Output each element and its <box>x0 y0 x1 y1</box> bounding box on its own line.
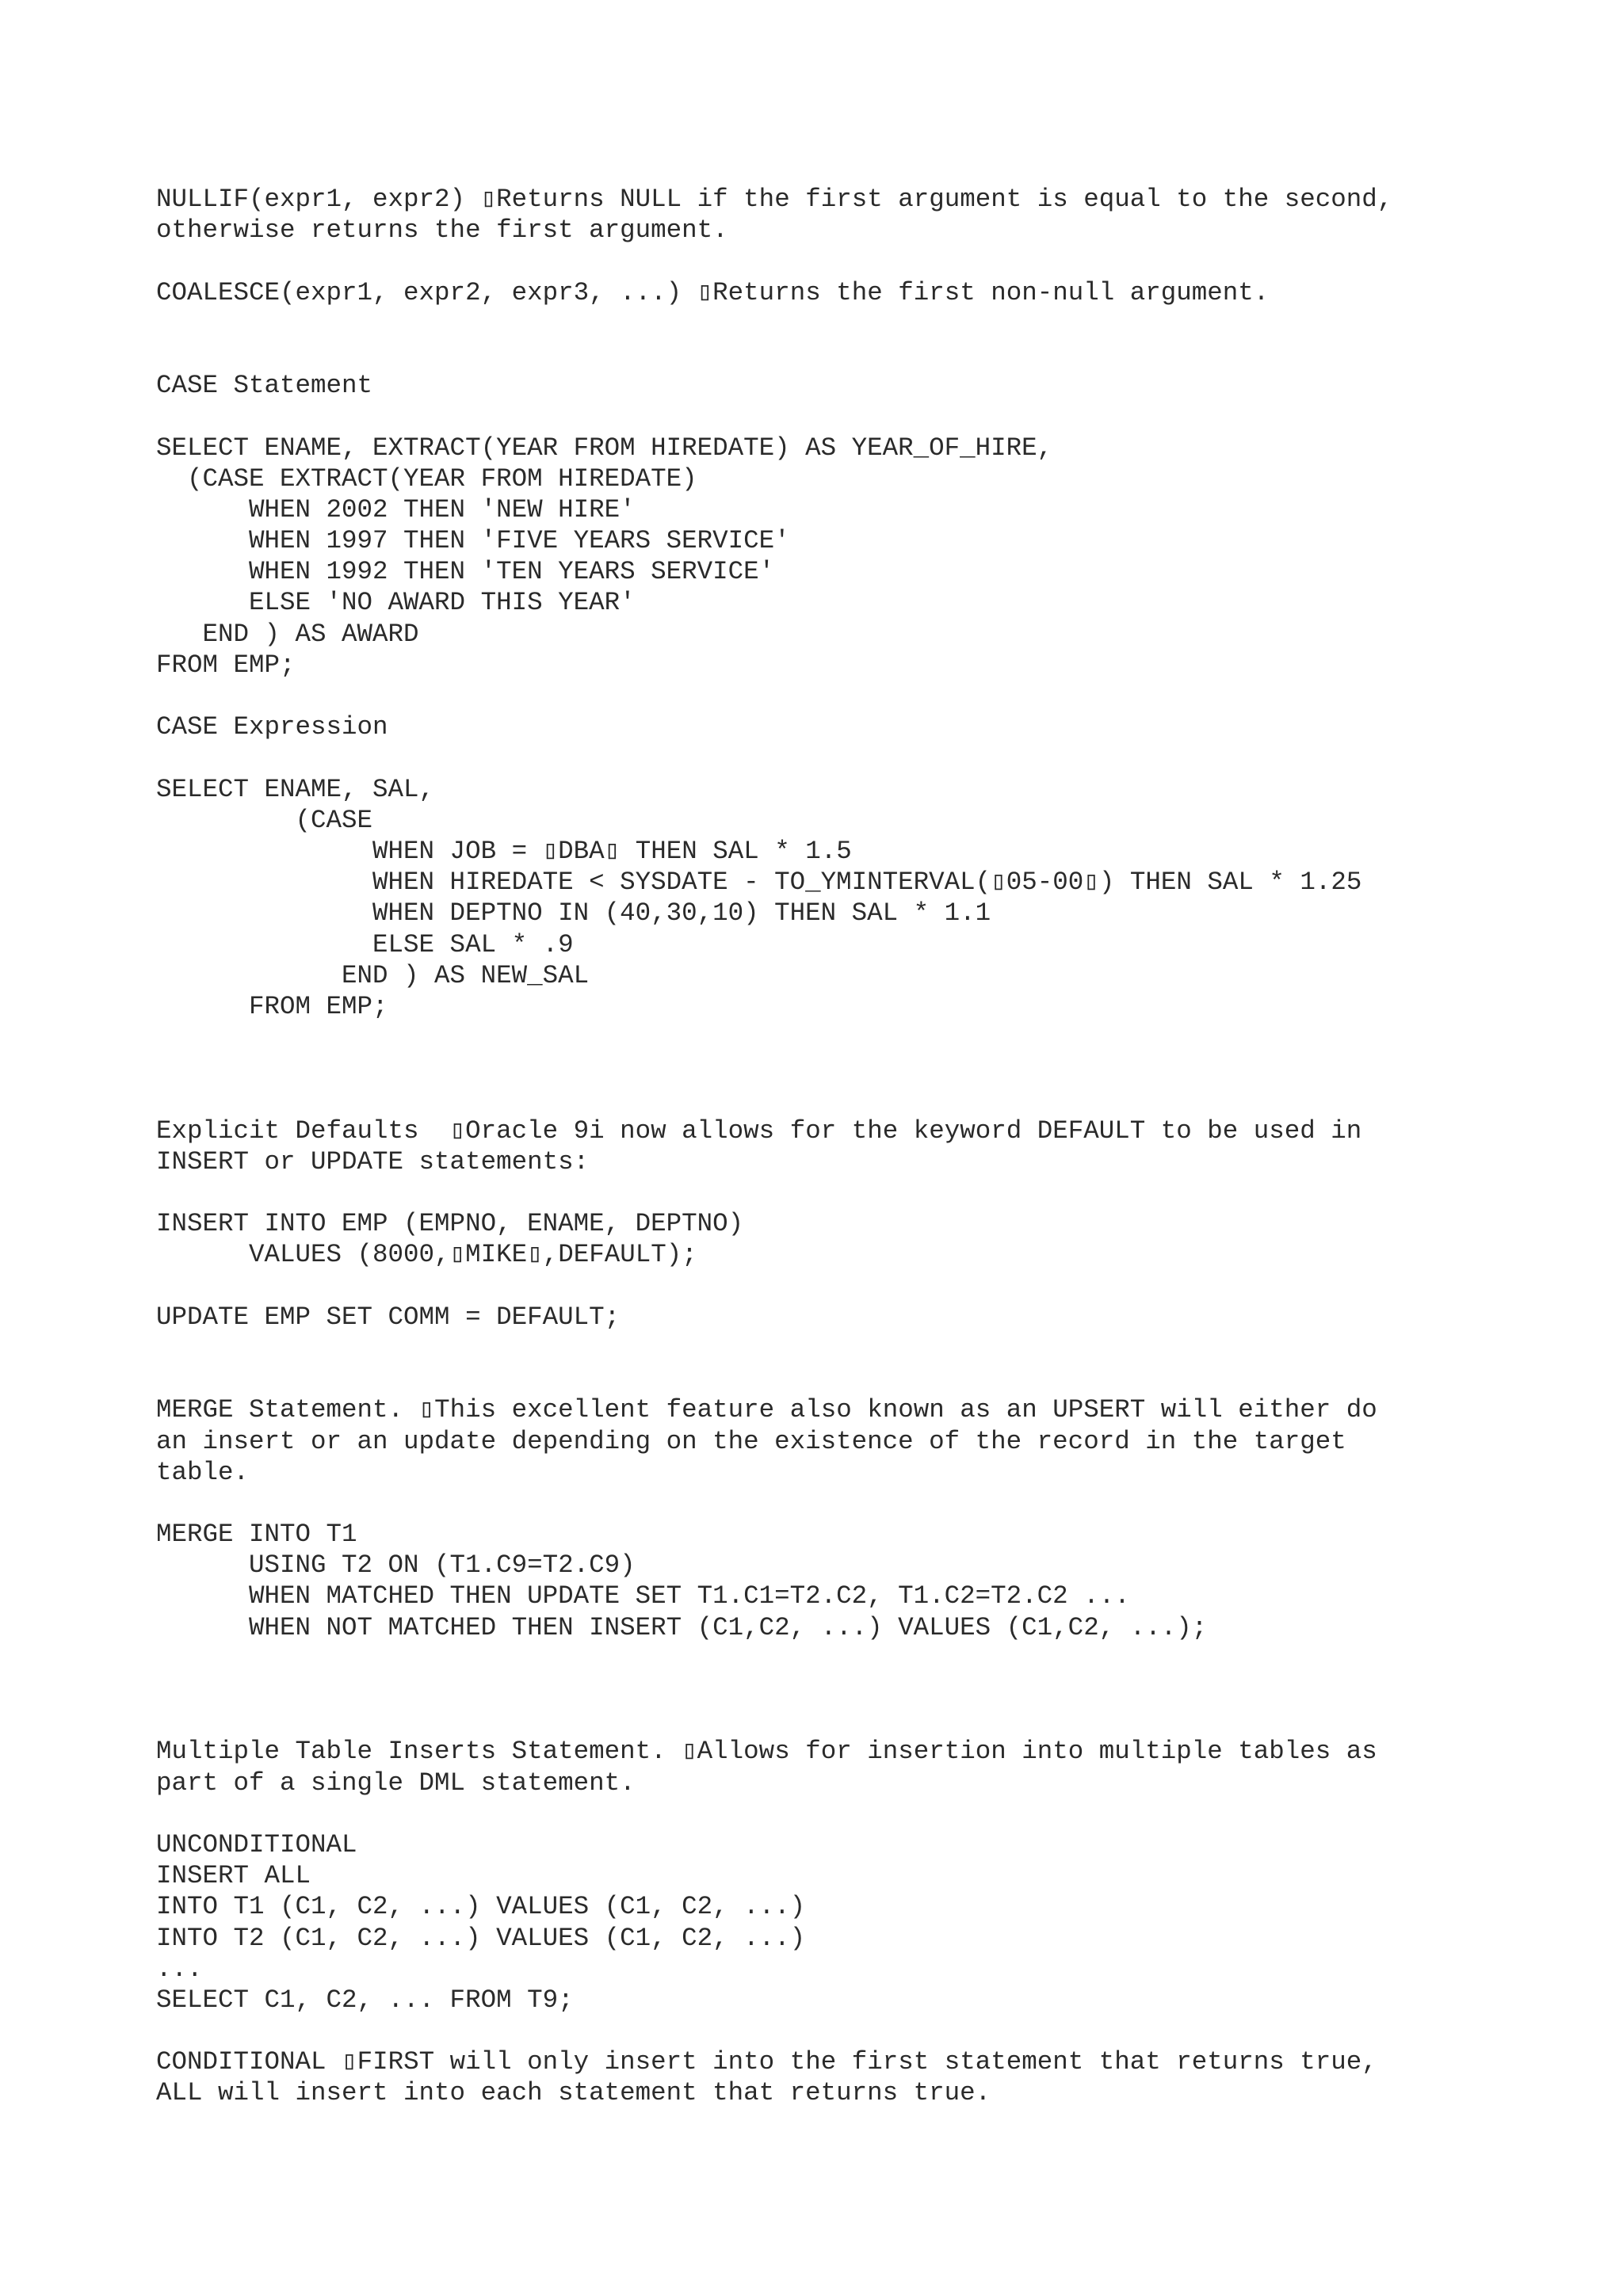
text-line: END ) AS AWARD <box>156 619 419 649</box>
text-line: WHEN NOT MATCHED THEN INSERT (C1,C2, ...) VALUES (C1,C2, ...); <box>156 1612 1208 1642</box>
blank-line <box>156 1333 1551 1363</box>
blank-line <box>156 1053 1551 1084</box>
text-line: SELECT ENAME, SAL, <box>156 774 435 804</box>
text-line: WHEN JOB = ▯DBA▯ THEN SAL * 1.5 <box>156 836 852 866</box>
blank-line <box>156 1271 1551 1302</box>
blank-line <box>156 401 1551 432</box>
blank-line <box>156 339 1551 370</box>
blank-line <box>156 1705 1551 1736</box>
text-line: SELECT C1, C2, ... FROM T9; <box>156 1985 574 2015</box>
document-body <box>156 184 1551 2109</box>
blank-line <box>156 2016 1551 2046</box>
text-line: CASE Expression <box>156 712 388 742</box>
blank-line <box>156 1363 1551 1394</box>
text-line: WHEN DEPTNO IN (40,30,10) THEN SAL * 1.1 <box>156 898 991 929</box>
blank-line <box>156 742 1551 773</box>
text-line: INSERT INTO EMP (EMPNO, ENAME, DEPTNO) <box>156 1209 744 1239</box>
text-line: WHEN 2002 THEN 'NEW HIRE' <box>156 494 636 524</box>
text-line: part of a single DML statement. <box>156 1768 636 1798</box>
text-line: FROM EMP; <box>156 991 388 1021</box>
blank-line <box>156 1798 1551 1829</box>
text-line: INTO T2 (C1, C2, ...) VALUES (C1, C2, ...) <box>156 1923 806 1953</box>
text-line: WHEN MATCHED THEN UPDATE SET T1.C1=T2.C2, T1.C2=T2.C2 ... <box>156 1581 1130 1611</box>
text-line: ELSE SAL * .9 <box>156 929 574 959</box>
text-line: ... <box>156 1954 203 1984</box>
text-line: (CASE <box>156 805 373 835</box>
text-line: an insert or an update depending on the existence of the record in the target <box>156 1426 1346 1456</box>
text-line: UPDATE EMP SET COMM = DEFAULT; <box>156 1302 621 1332</box>
text-line: CONDITIONAL ▯FIRST will only insert into the first statement that returns true, <box>156 2047 1377 2077</box>
text-line: END ) AS NEW_SAL <box>156 960 590 990</box>
text-line: UNCONDITIONAL <box>156 1829 357 1859</box>
blank-line <box>156 1177 1551 1208</box>
text-line: WHEN 1992 THEN 'TEN YEARS SERVICE' <box>156 557 775 587</box>
text-line: otherwise returns the first argument. <box>156 215 728 246</box>
text-line: WHEN HIREDATE < SYSDATE - TO_YMINTERVAL(▯05-00▯) THEN SAL * 1.25 <box>156 868 1362 898</box>
text-line: NULLIF(expr1, expr2) ▯Returns NULL if the first argument is equal to the second, <box>156 185 1393 214</box>
text-line: INTO T1 (C1, C2, ...) VALUES (C1, C2, ...) <box>156 1892 806 1922</box>
blank-line <box>156 308 1551 339</box>
blank-line <box>156 1674 1551 1705</box>
text-line: Multiple Table Inserts Statement. ▯Allows for insertion into multiple tables as <box>156 1737 1377 1767</box>
text-line: (CASE EXTRACT(YEAR FROM HIREDATE) <box>156 463 697 494</box>
text-line: USING T2 ON (T1.C9=T2.C9) <box>156 1550 636 1581</box>
blank-line <box>156 681 1551 711</box>
blank-line <box>156 1643 1551 1674</box>
blank-line <box>156 1022 1551 1053</box>
text-line: INSERT ALL <box>156 1861 311 1891</box>
text-line: SELECT ENAME, EXTRACT(YEAR FROM HIREDATE) AS YEAR_OF_HIRE, <box>156 433 1053 463</box>
text-line: Explicit Defaults ▯Oracle 9i now allows for the keyword DEFAULT to be used in <box>156 1116 1362 1146</box>
text-line: MERGE Statement. ▯This excellent feature also known as an UPSERT will either do <box>156 1395 1377 1425</box>
blank-line <box>156 246 1551 277</box>
text-line: table. <box>156 1457 250 1487</box>
text-line: VALUES (8000,▯MIKE▯,DEFAULT); <box>156 1240 697 1270</box>
blank-line <box>156 1488 1551 1519</box>
text-line: MERGE INTO T1 <box>156 1520 357 1550</box>
text-line: ELSE 'NO AWARD THIS YEAR' <box>156 588 636 618</box>
text-line: ALL will insert into each statement that returns true. <box>156 2078 991 2108</box>
text-line: CASE Statement <box>156 371 373 401</box>
text-line: FROM EMP; <box>156 650 296 680</box>
blank-line <box>156 1084 1551 1115</box>
text-line: WHEN 1997 THEN 'FIVE YEARS SERVICE' <box>156 526 790 556</box>
text-line: INSERT or UPDATE statements: <box>156 1146 590 1177</box>
text-line: COALESCE(expr1, expr2, expr3, ...) ▯Returns the first non-null argument. <box>156 277 1270 307</box>
